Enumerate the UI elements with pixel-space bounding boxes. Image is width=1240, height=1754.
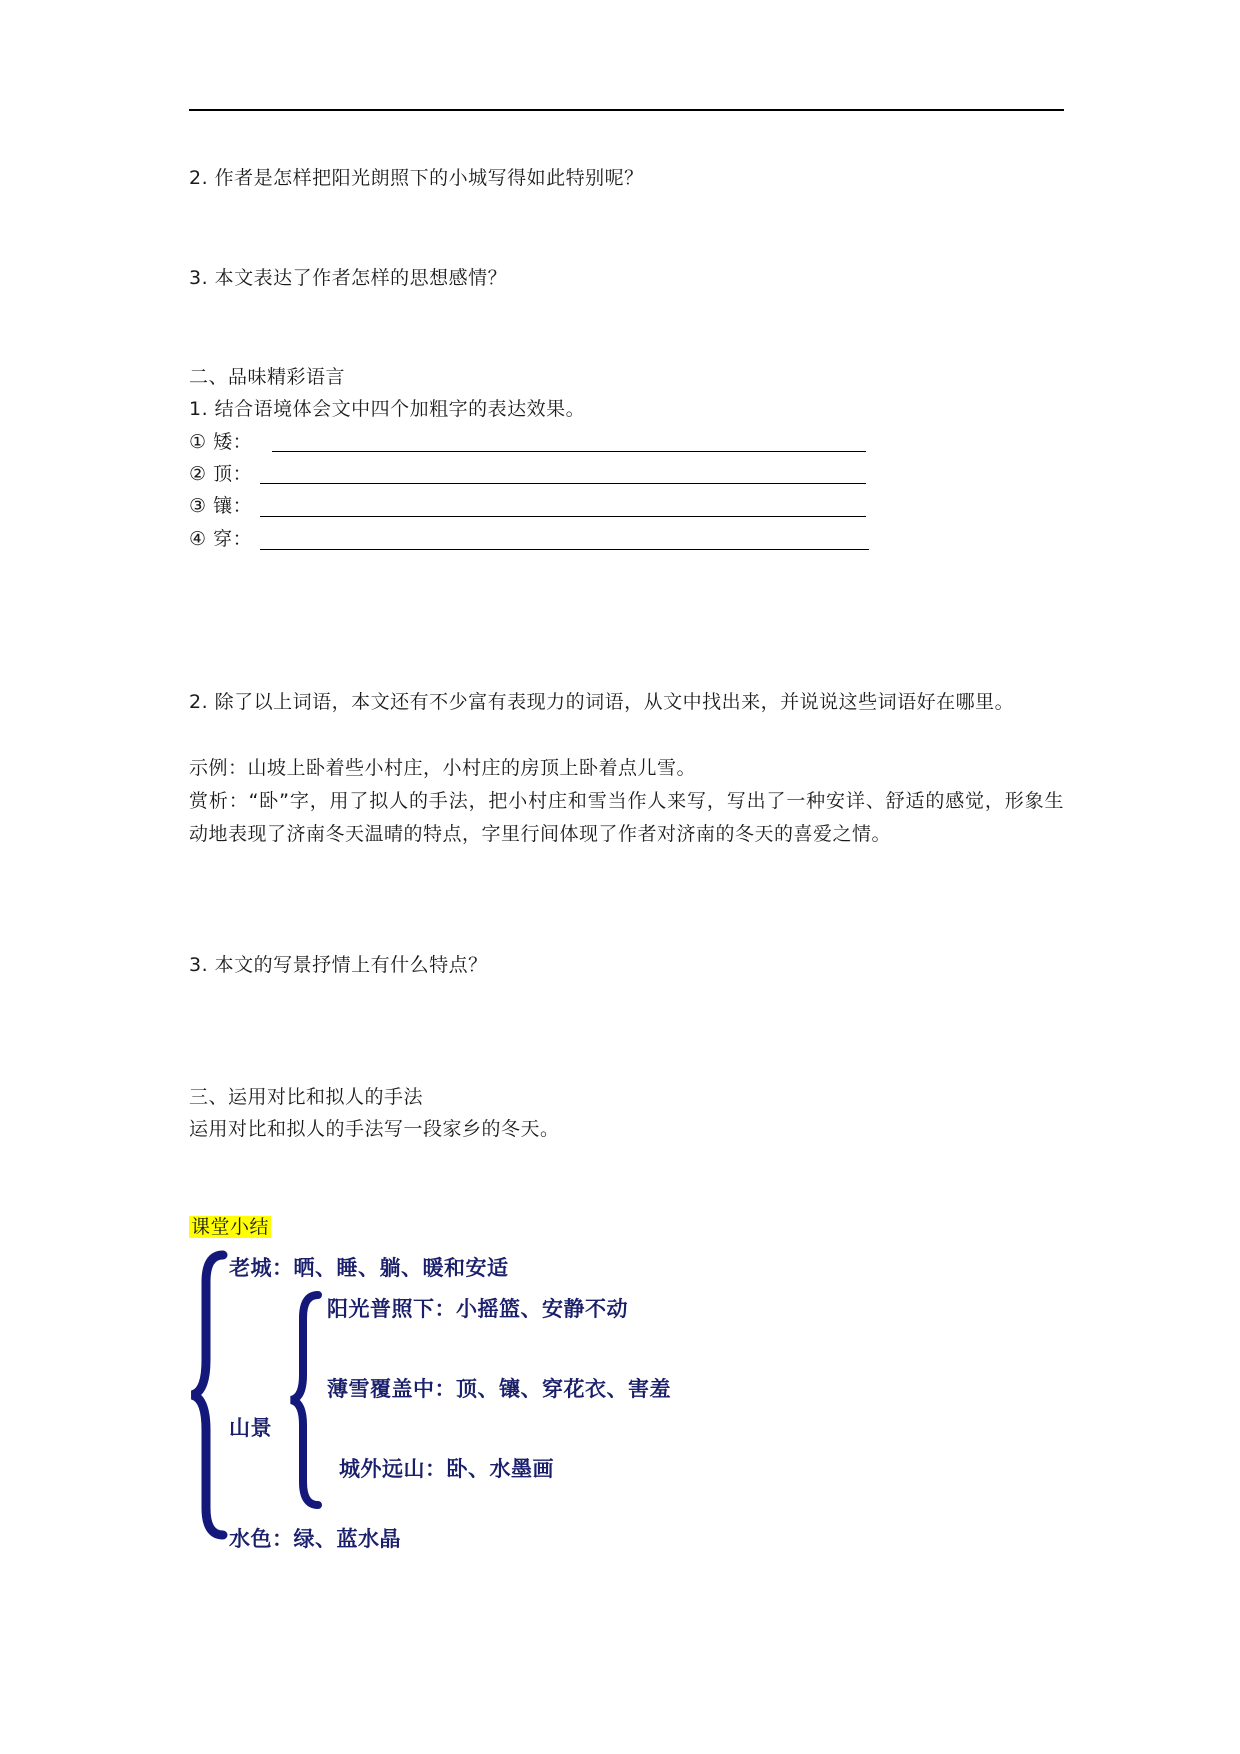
section-2-heading: 二、品味精彩语言 — [189, 366, 346, 388]
summary-title-highlight: 课堂小结 — [191, 1216, 270, 1238]
example-sentence: 示例：山坡上卧着些小村庄，小村庄的房顶上卧着点儿雪。 — [189, 757, 697, 779]
summary-mountain: 山景 — [229, 1416, 272, 1440]
summary-sunlight: 阳光普照下：小摇篮、安静不动 — [327, 1297, 628, 1321]
summary-old-city: 老城：晒、睡、躺、暖和安适 — [229, 1256, 509, 1280]
section-2-question-2: 2. 除了以上词语，本文还有不少富有表现力的词语，从文中找出来，并说说这些词语好在哪里。 — [189, 691, 1015, 713]
summary-title — [189, 1215, 271, 1239]
summary-far-mountain: 城外远山：卧、水墨画 — [339, 1457, 554, 1481]
section-3-task: 运用对比和拟人的手法写一段家乡的冬天。 — [189, 1118, 560, 1140]
blank-label-2: ② 顶： — [189, 463, 253, 485]
question-3: 3. 本文表达了作者怎样的思想感情？ — [189, 267, 508, 289]
section-2-question-3: 3. 本文的写景抒情上有什么特点？ — [189, 954, 488, 976]
blank-label-3: ③ 镶： — [189, 495, 253, 517]
summary-water: 水色：绿、蓝水晶 — [229, 1527, 401, 1551]
header-rule — [189, 109, 1064, 111]
section-2-question-1: 1. 结合语境体会文中四个加粗字的表达效果。 — [189, 398, 586, 420]
blank-label-1: ① 矮： — [189, 431, 253, 453]
appreciation-text: 赏析：“卧”字，用了拟人的手法，把小村庄和雪当作人来写，写出了一种安详、舒适的感觉，形象生动地表现了济南冬天温晴的特点，字里行间体现了作者对济南的冬天的喜爱之情。 — [189, 790, 1064, 845]
outer-brace — [188, 1250, 228, 1540]
question-2: 2. 作者是怎样把阳光朗照下的小城写得如此特别呢？ — [189, 167, 644, 189]
inner-brace — [287, 1290, 323, 1510]
summary-snow: 薄雪覆盖中：顶、镶、穿花衣、害羞 — [327, 1377, 671, 1401]
answer-line-3[interactable] — [260, 516, 866, 517]
section-3-heading: 三、运用对比和拟人的手法 — [189, 1086, 424, 1108]
answer-line-1[interactable] — [272, 451, 866, 452]
blank-label-4: ④ 穿： — [189, 528, 253, 550]
answer-line-2[interactable] — [260, 483, 866, 484]
answer-line-4[interactable] — [260, 549, 869, 550]
